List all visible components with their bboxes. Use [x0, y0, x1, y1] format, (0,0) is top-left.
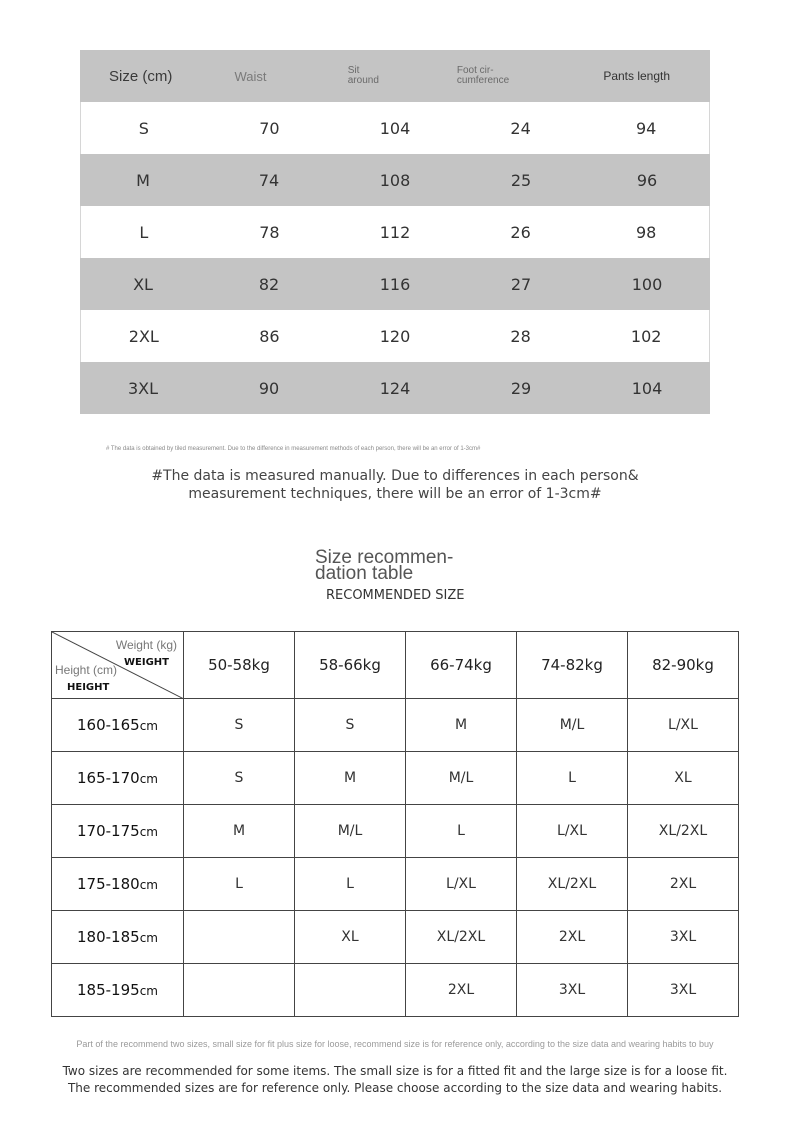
height-cell [52, 805, 184, 858]
size-cell: 98 [635, 222, 657, 242]
size-cell: 25 [510, 170, 532, 190]
height-unit: cm [139, 719, 158, 733]
size-cell: 29 [510, 378, 532, 398]
recommended-size-cell: XL [628, 752, 739, 805]
size-cell: 70 [259, 118, 280, 138]
recommendation-title [315, 547, 454, 584]
size-row [80, 258, 710, 310]
recommended-size-cell: M/L [517, 699, 628, 752]
recommendation-subtitle: RECOMMENDED SIZE [326, 588, 465, 603]
weight-column-header: 74-82kg [517, 632, 628, 699]
size-cell: 74 [258, 170, 280, 190]
recommended-size-cell: 2XL [628, 858, 739, 911]
recommended-size-cell: S [184, 752, 295, 805]
size-cell: 27 [510, 274, 532, 294]
recommended-size-cell: L/XL [628, 699, 739, 752]
footer-note-line1: Two sizes are recommended for some items. The small size is for a fitted fit and the large size is for a loose fit. [62, 1064, 728, 1078]
height-unit: cm [139, 825, 158, 839]
height-sublabel: HEIGHT [67, 682, 110, 693]
height-cell [52, 752, 184, 805]
height-cell [52, 858, 184, 911]
header-foot-line2: cumference [456, 75, 510, 86]
recommended-size-cell: 2XL [517, 911, 628, 964]
size-cell: 104 [379, 118, 411, 138]
size-cell: 3XL [127, 378, 159, 398]
size-cell: 108 [379, 170, 411, 190]
recommendation-row [52, 858, 739, 911]
recommendation-header-row [52, 632, 739, 699]
recommended-size-cell: M/L [406, 752, 517, 805]
height-cell [52, 699, 184, 752]
footer-note-line2: The recommended sizes are for reference only. Please choose according to the size data and wearing habits. [67, 1081, 723, 1095]
header-sit-around-line2: around [347, 75, 379, 86]
measurement-note-line1: #The data is measured manually. Due to differences in each person& [151, 468, 639, 484]
recommendation-body [52, 699, 739, 1017]
recommendation-title-line2: dation table [315, 563, 414, 584]
recommendation-title-line1: Size recommen- [315, 547, 454, 568]
recommended-size-cell [184, 911, 295, 964]
height-value: 175-180 [77, 875, 140, 893]
size-cell: 28 [510, 326, 531, 346]
recommended-size-cell: L [406, 805, 517, 858]
size-cell: 2XL [128, 326, 159, 346]
height-value: 160-165 [77, 716, 140, 734]
size-cell: 104 [631, 378, 663, 398]
header-sit-around [307, 66, 421, 86]
height-label: Height (cm) [55, 663, 118, 677]
footer-small-note: Part of the recommend two sizes, small size for fit plus size for loose, recommend size is for reference only, according to the size data and wearing habits to buy [76, 1039, 714, 1049]
size-cell: 100 [631, 274, 663, 294]
size-cell: L [139, 222, 149, 242]
size-cell: 96 [636, 170, 658, 190]
size-cell: 112 [379, 222, 411, 242]
size-row [80, 310, 710, 362]
recommended-size-cell: XL/2XL [628, 805, 739, 858]
size-cell: 102 [630, 326, 662, 346]
size-cell: XL [133, 274, 153, 294]
size-cell: 120 [379, 326, 411, 346]
size-cell: 24 [510, 118, 531, 138]
recommended-size-cell: XL/2XL [517, 858, 628, 911]
size-row [80, 102, 710, 154]
size-row [80, 154, 710, 206]
measurement-note [0, 467, 790, 503]
height-unit: cm [139, 878, 158, 892]
size-table [80, 50, 710, 414]
height-cell [52, 911, 184, 964]
header-foot-circumference [457, 66, 565, 86]
weight-column-header: 66-74kg [406, 632, 517, 699]
recommended-size-cell: XL [295, 911, 406, 964]
size-table-body [80, 102, 710, 414]
size-cell: 26 [510, 222, 531, 242]
recommendation-table [51, 631, 739, 1017]
recommended-size-cell: M [295, 752, 406, 805]
footer-note [0, 1063, 790, 1097]
recommended-size-cell [295, 964, 406, 1017]
weight-label: Weight (kg) [115, 638, 177, 652]
recommended-size-cell: L/XL [406, 858, 517, 911]
height-value: 170-175 [77, 822, 140, 840]
recommended-size-cell [184, 964, 295, 1017]
recommendation-row [52, 752, 739, 805]
weight-column-header: 58-66kg [295, 632, 406, 699]
recommended-size-cell: L [295, 858, 406, 911]
tiny-note: # The data is obtained by tiled measurement. Due to the difference in measurement methods of each person, there will be an error of 1-3cm# [106, 446, 481, 452]
recommended-size-cell: S [184, 699, 295, 752]
size-row [80, 362, 710, 414]
height-cell [52, 964, 184, 1017]
size-row [80, 206, 710, 258]
height-unit: cm [139, 931, 158, 945]
recommendation-row [52, 964, 739, 1017]
recommended-size-cell: 3XL [628, 964, 739, 1017]
size-cell: 94 [635, 118, 657, 138]
recommendation-row [52, 911, 739, 964]
recommended-size-cell: 3XL [628, 911, 739, 964]
header-foot-line1: Foot cir- [456, 65, 494, 76]
recommended-size-cell: 3XL [517, 964, 628, 1017]
size-cell: S [138, 118, 149, 138]
weight-column-header: 50-58kg [184, 632, 295, 699]
size-cell: 86 [259, 326, 280, 346]
recommended-size-cell: M [406, 699, 517, 752]
weight-sublabel: WEIGHT [124, 657, 169, 668]
header-size: Size (cm) [109, 67, 173, 85]
height-value: 165-170 [77, 769, 140, 787]
recommended-size-cell: M [184, 805, 295, 858]
recommended-size-cell: L/XL [517, 805, 628, 858]
recommended-size-cell: 2XL [406, 964, 517, 1017]
size-cell: M [136, 170, 150, 190]
weight-column-header: 82-90kg [628, 632, 739, 699]
corner-cell [52, 632, 184, 699]
recommended-size-cell: L [184, 858, 295, 911]
recommendation-row [52, 805, 739, 858]
size-table-header [80, 50, 710, 102]
header-pants-length: Pants length [603, 69, 671, 83]
size-cell: 78 [259, 222, 280, 242]
size-cell: 90 [258, 378, 280, 398]
size-cell: 82 [258, 274, 280, 294]
height-value: 180-185 [77, 928, 140, 946]
size-cell: 124 [379, 378, 411, 398]
height-unit: cm [139, 772, 158, 786]
recommended-size-cell: M/L [295, 805, 406, 858]
recommended-size-cell: XL/2XL [406, 911, 517, 964]
recommended-size-cell: L [517, 752, 628, 805]
header-waist: Waist [234, 68, 267, 84]
size-cell: 116 [379, 274, 411, 294]
measurement-note-line2: measurement techniques, there will be an error of 1-3cm# [188, 486, 602, 502]
height-value: 185-195 [77, 981, 140, 999]
header-sit-around-line1: Sit [347, 65, 360, 76]
recommendation-row [52, 699, 739, 752]
height-unit: cm [139, 984, 158, 998]
recommended-size-cell: S [295, 699, 406, 752]
